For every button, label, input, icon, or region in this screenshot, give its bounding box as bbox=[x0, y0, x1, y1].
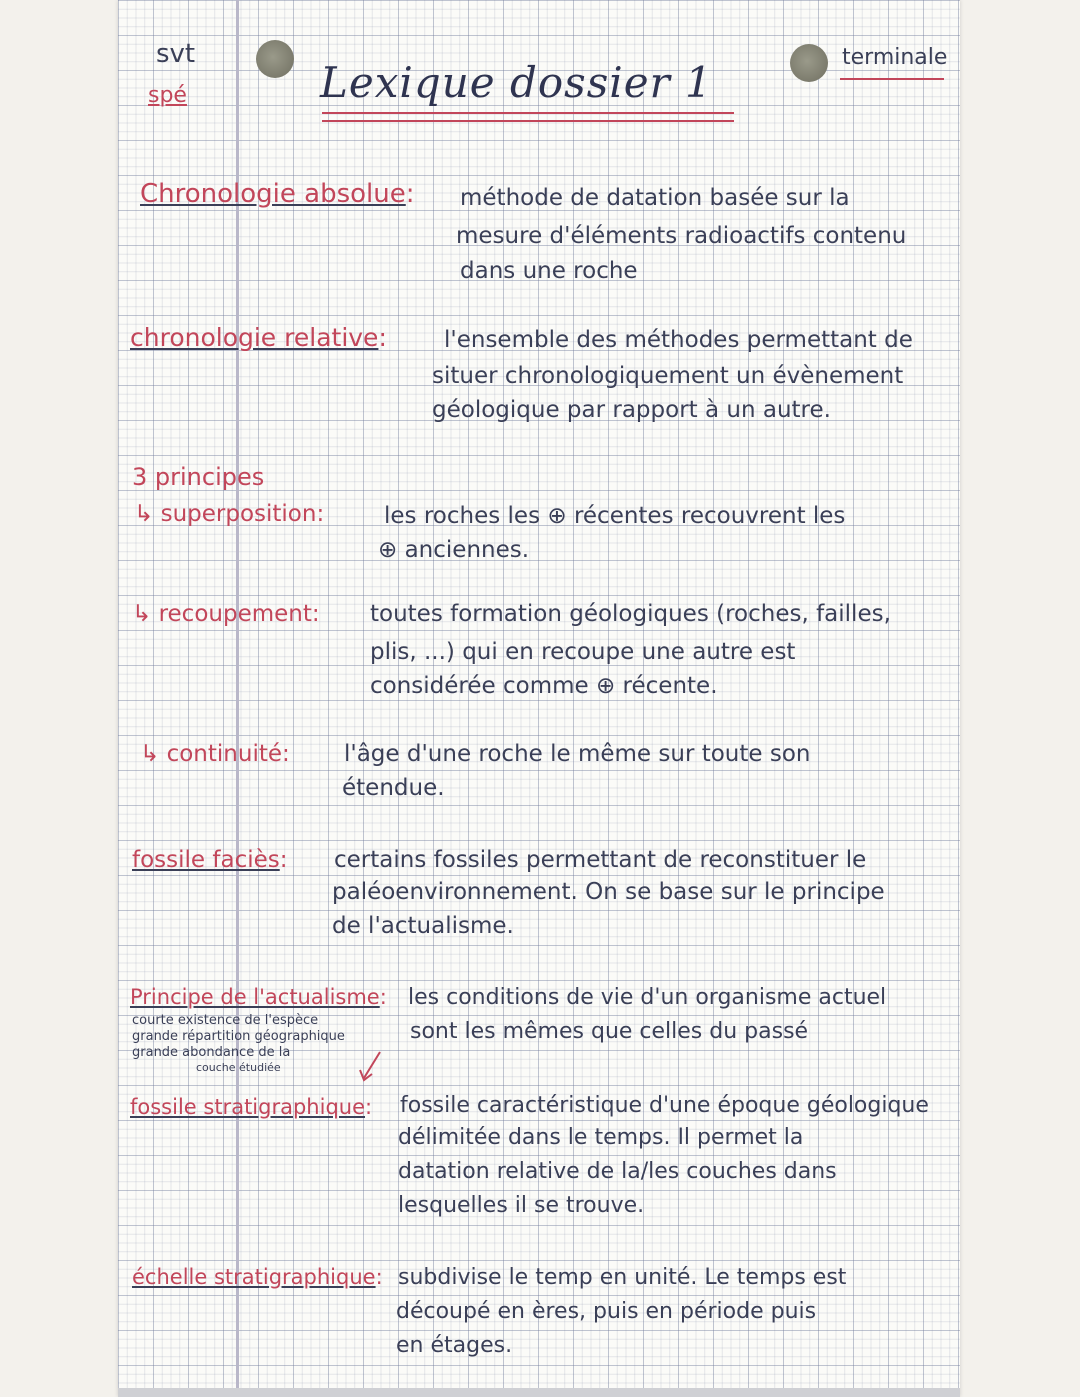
def-line: les conditions de vie d'un organisme actuel bbox=[408, 985, 887, 1010]
title-underline-1 bbox=[322, 112, 734, 114]
def-line: subdivise le temp en unité. Le temps est bbox=[398, 1265, 847, 1290]
def-line: certains fossiles permettant de reconstituer le bbox=[334, 847, 867, 873]
def-line: l'ensemble des méthodes permettant de bbox=[444, 327, 913, 353]
def-line: fossile caractéristique d'une époque géologique bbox=[400, 1093, 929, 1118]
def-line: dans une roche bbox=[460, 258, 638, 284]
note-line: couche étudiée bbox=[196, 1061, 281, 1074]
term-echelle-stratigraphique: échelle stratigraphique: bbox=[132, 1265, 383, 1289]
def-line: ⊕ anciennes. bbox=[378, 537, 530, 563]
def-line: mesure d'éléments radioactifs contenu bbox=[456, 223, 907, 249]
def-line: méthode de datation basée sur la bbox=[460, 185, 850, 211]
def-line: situer chronologiquement un évènement bbox=[432, 363, 904, 389]
title-underline-2 bbox=[322, 120, 734, 122]
term-recoupement: ↳ recoupement: bbox=[132, 601, 320, 627]
def-line: découpé en ères, puis en période puis bbox=[396, 1299, 817, 1324]
term-fossile-stratigraphique: fossile stratigraphique: bbox=[130, 1095, 373, 1119]
def-line: l'âge d'une roche le même sur toute son bbox=[344, 741, 811, 767]
term-principe-actualisme: Principe de l'actualisme: bbox=[130, 985, 387, 1009]
note-line: courte existence de l'espèce bbox=[132, 1013, 319, 1028]
def-line: paléoenvironnement. On se base sur le principe bbox=[332, 879, 885, 905]
def-line: considérée comme ⊕ récente. bbox=[370, 673, 718, 699]
def-line: datation relative de la/les couches dans bbox=[398, 1159, 837, 1184]
principles-heading: 3 principes bbox=[132, 463, 265, 491]
level-label: terminale bbox=[842, 45, 948, 70]
term-chronologie-absolue: Chronologie absolue: bbox=[140, 179, 415, 209]
def-line: délimitée dans le temps. Il permet la bbox=[398, 1125, 804, 1150]
def-line: étendue. bbox=[342, 775, 445, 801]
def-line: sont les mêmes que celles du passé bbox=[410, 1019, 809, 1044]
def-line: géologique par rapport à un autre. bbox=[432, 397, 831, 423]
def-line: en étages. bbox=[396, 1333, 513, 1358]
def-line: plis, ...) qui en recoupe une autre est bbox=[370, 639, 796, 665]
note-line: grande abondance de la bbox=[132, 1045, 291, 1060]
def-line: lesquelles il se trouve. bbox=[398, 1193, 645, 1218]
term-fossile-facies: fossile faciès: bbox=[132, 847, 288, 873]
def-line: de l'actualisme. bbox=[332, 913, 514, 939]
page-title: Lexique dossier 1 bbox=[320, 58, 713, 107]
term-superposition: ↳ superposition: bbox=[134, 501, 325, 527]
term-chronologie-relative: chronologie relative: bbox=[130, 323, 387, 352]
arrow-icon bbox=[350, 1050, 390, 1086]
punch-hole-left-icon bbox=[256, 40, 294, 78]
def-line: les roches les ⊕ récentes recouvrent les bbox=[384, 503, 846, 529]
subject-sub-label: spé bbox=[148, 83, 187, 108]
def-line: toutes formation géologiques (roches, failles, bbox=[370, 601, 891, 627]
term-continuite: ↳ continuité: bbox=[140, 741, 290, 767]
punch-hole-right-icon bbox=[790, 44, 828, 82]
note-line: grande répartition géographique bbox=[132, 1029, 345, 1044]
subject-label: svt bbox=[156, 39, 196, 69]
page-bottom-edge bbox=[118, 1388, 960, 1397]
level-underline bbox=[840, 78, 944, 80]
